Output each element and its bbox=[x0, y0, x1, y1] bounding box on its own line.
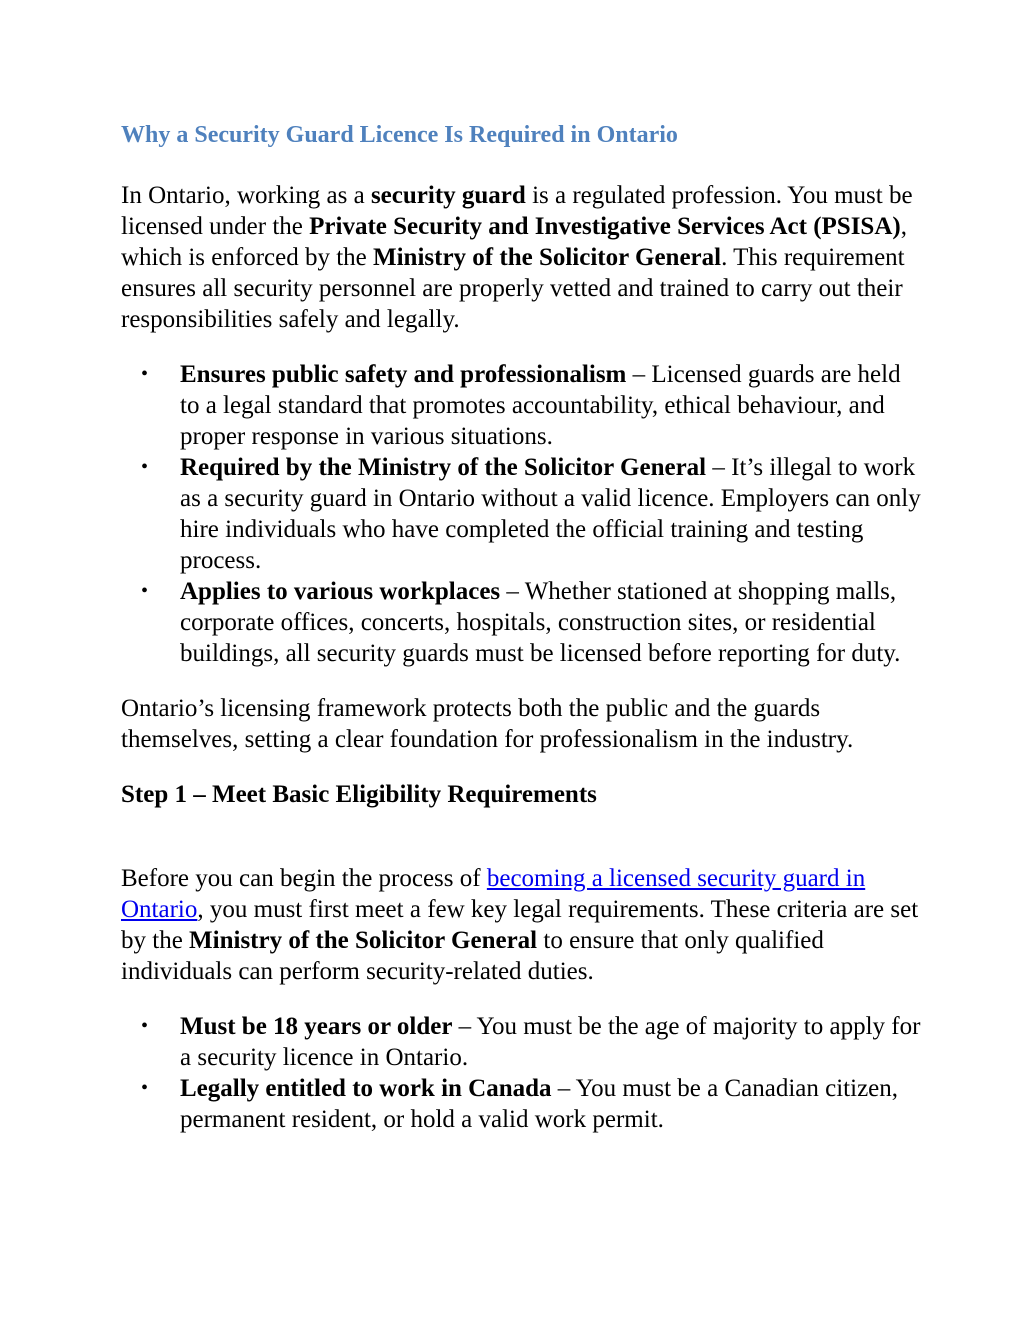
step-1-heading: Step 1 – Meet Basic Eligibility Requirements bbox=[121, 781, 597, 808]
intro-text-3: , which is enforced by the bbox=[121, 213, 907, 271]
list-item bbox=[121, 1073, 921, 1135]
intro-text-1: In Ontario, working as a bbox=[121, 182, 371, 209]
eligibility-bold-ministry: Ministry of the Solicitor General bbox=[189, 927, 538, 954]
becoming-licensed-guard-link[interactable]: becoming a licensed security guard in Ontario bbox=[121, 865, 866, 923]
list-item bbox=[121, 452, 921, 576]
list-item-title: Applies to various workplaces bbox=[180, 578, 501, 605]
intro-text-4: . This requirement ensures all security personnel are properly vetted and trained to carry out their responsibilities safely and legally. bbox=[121, 244, 905, 333]
list-item-text: – You must be the age of majority to apply for a security licence in Ontario. bbox=[180, 1013, 921, 1071]
document-page bbox=[121, 118, 921, 1159]
list-item-text: – Whether stationed at shopping malls, corporate offices, concerts, hospitals, construction sites, or residential buildings, all security guards must be licensed before reporting for duty. bbox=[180, 578, 901, 667]
bullet-icon: • bbox=[141, 456, 149, 478]
eligibility-text-3: to ensure that only qualified individuals can perform security-related duties. bbox=[121, 927, 824, 985]
list-item-text: – It’s illegal to work as a security guard in Ontario without a valid licence. Employers can only hire individuals who have completed the official training and testing process. bbox=[180, 454, 921, 574]
intro-text-2: is a regulated profession. You must be licensed under the bbox=[121, 182, 913, 240]
list-item bbox=[121, 1011, 921, 1073]
list-item-title: Ensures public safety and professionalism bbox=[180, 361, 627, 388]
intro-bold-ministry: Ministry of the Solicitor General bbox=[373, 244, 722, 271]
list-item-title: Legally entitled to work in Canada bbox=[180, 1075, 552, 1102]
bullet-icon: • bbox=[141, 580, 149, 602]
list-item bbox=[121, 576, 921, 669]
bullet-icon: • bbox=[141, 363, 149, 385]
eligibility-paragraph bbox=[121, 863, 921, 987]
intro-bold-psisa: Private Security and Investigative Services Act (PSISA) bbox=[309, 213, 901, 240]
list-item bbox=[121, 359, 921, 452]
intro-paragraph bbox=[121, 180, 921, 335]
eligibility-text-2: , you must first meet a few key legal requirements. These criteria are set by the bbox=[121, 896, 919, 954]
section-heading-licence-required: Why a Security Guard Licence Is Required in Ontario bbox=[121, 122, 678, 148]
requirements-list bbox=[121, 1011, 921, 1135]
eligibility-text-1: Before you can begin the process of bbox=[121, 865, 487, 892]
list-item-text: – You must be a Canadian citizen, permanent resident, or hold a valid work permit. bbox=[180, 1075, 899, 1133]
list-item-title: Must be 18 years or older bbox=[180, 1013, 453, 1040]
bullet-icon: • bbox=[141, 1015, 149, 1037]
list-item-title: Required by the Ministry of the Solicitor General bbox=[180, 454, 707, 481]
bullet-icon: • bbox=[141, 1077, 149, 1099]
closing-paragraph: Ontario’s licensing framework protects both the public and the guards themselves, setting a clear foundation for professionalism in the industry. bbox=[121, 695, 854, 753]
list-item-text: – Licensed guards are held to a legal standard that promotes accountability, ethical behaviour, and proper response in various situations. bbox=[180, 361, 901, 450]
reasons-list bbox=[121, 359, 921, 669]
intro-bold-security-guard: security guard bbox=[370, 182, 526, 209]
